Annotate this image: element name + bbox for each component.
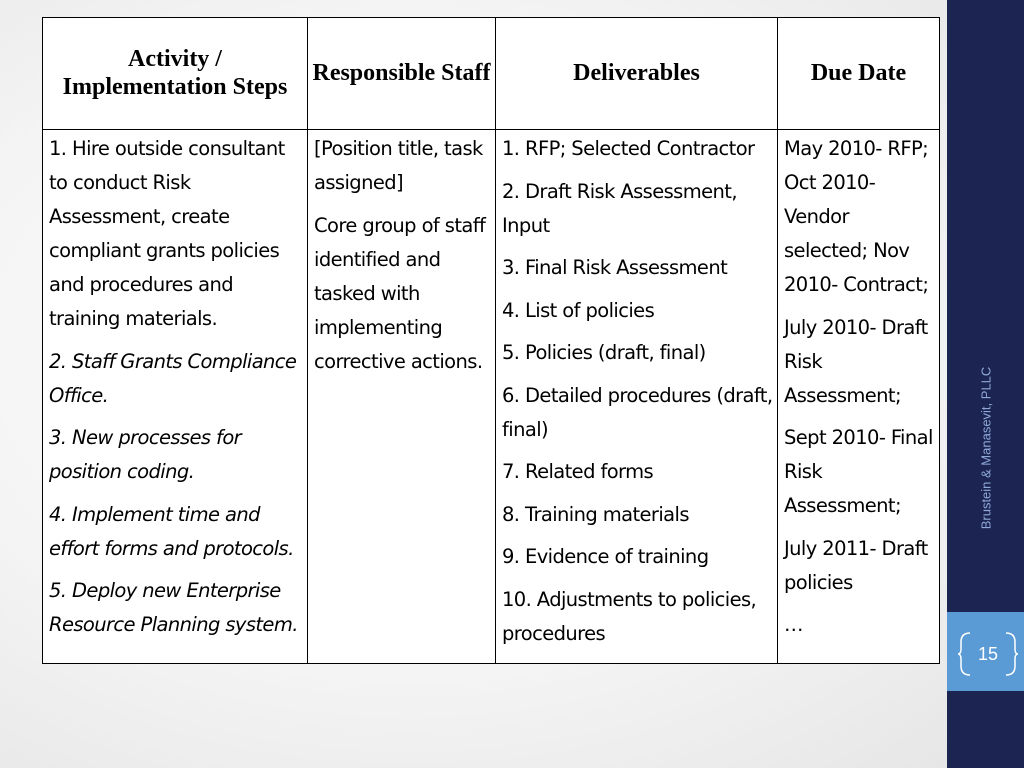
due-date-item: July 2011- Draft policies <box>784 536 928 594</box>
activity-item: 3. New processes for position coding. <box>49 426 242 483</box>
deliverable-item: 5. Policies (draft, final) <box>502 341 706 364</box>
deliverable-item: 6. Detailed procedures (draft, final) <box>502 383 773 441</box>
activity-item: 1. Hire outside consultant to conduct Risk Assessment, create compliant grants policies and procedures and training materials. <box>49 137 285 330</box>
deliverable-item: 9. Evidence of training <box>502 545 709 568</box>
due-date-item: July 2010- Draft Risk Assessment; <box>784 315 928 407</box>
footer-company-name: Brustein & Manasevit, PLLC <box>978 366 994 530</box>
implementation-table <box>42 17 940 664</box>
header-due-date: Due Date <box>778 18 940 130</box>
due-date-cell <box>778 130 940 664</box>
due-date-item: … <box>784 613 803 636</box>
table-header-row <box>43 18 940 130</box>
due-date-item: May 2010- RFP; Oct 2010- Vendor selected; Nov 2010- Contract; <box>784 137 929 296</box>
deliverables-cell <box>496 130 778 664</box>
activity-item: 4. Implement time and effort forms and protocols. <box>49 502 294 560</box>
activity-cell <box>43 130 308 664</box>
activity-item: 5. Deploy new Enterprise Resource Planning system. <box>49 579 298 636</box>
deliverable-item: 1. RFP; Selected Contractor <box>502 137 755 160</box>
header-responsible-staff: Responsible Staff <box>308 18 496 130</box>
header-deliverables: Deliverables <box>496 18 778 130</box>
deliverable-item: 7. Related forms <box>502 460 654 483</box>
due-date-item: Sept 2010- Final Risk Assessment; <box>784 426 933 517</box>
deliverable-item: 3. Final Risk Assessment <box>502 256 728 279</box>
activity-item: 2. Staff Grants Compliance Office. <box>49 349 297 407</box>
deliverable-item: 4. List of policies <box>502 298 655 322</box>
staff-item: [Position title, task assigned] <box>314 137 483 194</box>
deliverable-item: 10. Adjustments to policies, procedures <box>502 587 757 645</box>
staff-item: Core group of staff identified and tasked with implementing corrective actions. <box>314 213 486 373</box>
deliverable-item: 8. Training materials <box>502 502 689 526</box>
staff-cell <box>308 130 496 664</box>
page-number: 15 <box>977 643 999 664</box>
header-activity: Activity / Implementation Steps <box>43 18 308 130</box>
deliverable-item: 2. Draft Risk Assessment, Input <box>502 179 737 237</box>
table-row <box>43 130 940 664</box>
